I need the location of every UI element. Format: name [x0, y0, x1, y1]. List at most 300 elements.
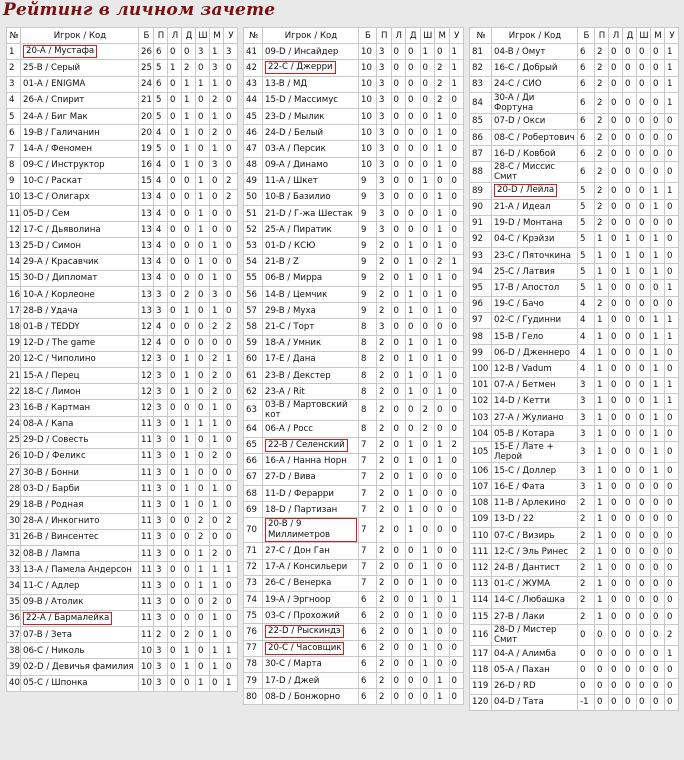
- rank-cell: 67: [244, 469, 263, 485]
- draws-cell: 0: [623, 625, 637, 646]
- misc-cell: 0: [210, 465, 224, 481]
- player-name-cell: 14-A / Феномен: [21, 141, 139, 157]
- player-name-cell: 03-A / Персик: [263, 141, 359, 157]
- points-cell: 12: [139, 384, 154, 400]
- misc-cell: 0: [210, 335, 224, 351]
- table-row: [470, 678, 679, 694]
- wins-cell: 3: [377, 92, 392, 108]
- shtraf-cell: 1: [196, 562, 210, 578]
- rank-cell: 60: [244, 351, 263, 367]
- player-name-cell: 24-B / Дантист: [492, 560, 578, 576]
- table-row: [7, 367, 238, 383]
- draws-cell: 0: [623, 146, 637, 162]
- table-header-row: [7, 28, 238, 44]
- losses-cell: 0: [609, 129, 623, 145]
- table-row: [7, 448, 238, 464]
- losses-cell: 0: [391, 640, 406, 656]
- table-row: [470, 662, 679, 678]
- draws-cell: 1: [406, 502, 421, 518]
- points-cell: 8: [359, 421, 377, 437]
- wins-cell: 3: [377, 222, 392, 238]
- player-name-cell: 18-B / Родная: [21, 497, 139, 513]
- shtraf-cell: 1: [196, 76, 210, 92]
- points-cell: 9: [359, 173, 377, 189]
- player-name-cell: 26-B / Винсентес: [21, 529, 139, 545]
- misc-cell: 1: [435, 141, 450, 157]
- losses-cell: 0: [168, 108, 182, 124]
- wins-cell: 5: [154, 60, 168, 76]
- misc-cell: 0: [435, 518, 450, 543]
- misc-cell: 3: [210, 287, 224, 303]
- misc-cell: 2: [210, 448, 224, 464]
- shtraf-cell: 0: [637, 528, 651, 544]
- shtraf-cell: 1: [196, 254, 210, 270]
- draws-cell: 0: [182, 513, 196, 529]
- losses-cell: 1: [168, 60, 182, 76]
- misc-cell: 0: [651, 646, 665, 662]
- points-cell: 9: [359, 270, 377, 286]
- points-cell: 6: [359, 608, 377, 624]
- draws-cell: 0: [182, 562, 196, 578]
- rank-cell: 110: [470, 528, 492, 544]
- player-name-cell: 10-A / Корлеоне: [21, 287, 139, 303]
- shtraf-cell: 0: [637, 76, 651, 92]
- column-header: Игрок / Код: [492, 28, 578, 44]
- u-cell: 1: [224, 562, 238, 578]
- losses-cell: 0: [609, 694, 623, 710]
- shtraf-cell: 1: [196, 546, 210, 562]
- player-name-cell: 17-A / Консильери: [263, 559, 359, 575]
- points-cell: 12: [139, 319, 154, 335]
- losses-cell: 0: [391, 608, 406, 624]
- table-row: [7, 432, 238, 448]
- u-cell: 0: [224, 254, 238, 270]
- wins-cell: 2: [377, 287, 392, 303]
- misc-cell: 0: [651, 678, 665, 694]
- shtraf-cell: 0: [420, 92, 435, 108]
- player-name-cell: 14-C / Любашка: [492, 592, 578, 608]
- points-cell: 7: [359, 453, 377, 469]
- rank-cell: 98: [470, 329, 492, 345]
- table-row: [7, 76, 238, 92]
- points-cell: 6: [578, 92, 595, 113]
- draws-cell: 0: [406, 206, 421, 222]
- u-cell: 0: [224, 238, 238, 254]
- misc-cell: 1: [651, 183, 665, 199]
- player-name-cell: 21-C / Торт: [263, 319, 359, 335]
- rank-cell: 74: [244, 592, 263, 608]
- points-cell: 0: [578, 646, 595, 662]
- draws-cell: 0: [406, 624, 421, 640]
- shtraf-cell: 0: [420, 437, 435, 453]
- table-row: [470, 280, 679, 296]
- draws-cell: 1: [406, 238, 421, 254]
- losses-cell: 0: [609, 248, 623, 264]
- losses-cell: 0: [168, 76, 182, 92]
- u-cell: 0: [665, 576, 679, 592]
- u-cell: 0: [449, 640, 464, 656]
- wins-cell: 2: [377, 270, 392, 286]
- draws-cell: 0: [623, 44, 637, 60]
- u-cell: 0: [449, 575, 464, 591]
- table-row: [470, 426, 679, 442]
- losses-cell: 0: [609, 646, 623, 662]
- shtraf-cell: 0: [637, 162, 651, 183]
- shtraf-cell: 0: [420, 384, 435, 400]
- table-row: [470, 113, 679, 129]
- misc-cell: 1: [435, 672, 450, 688]
- misc-cell: 0: [210, 529, 224, 545]
- points-cell: 10: [359, 141, 377, 157]
- losses-cell: 0: [391, 367, 406, 383]
- table-row: [470, 393, 679, 409]
- misc-cell: 1: [210, 626, 224, 642]
- table-row: [7, 513, 238, 529]
- points-cell: 2: [578, 576, 595, 592]
- losses-cell: 0: [391, 173, 406, 189]
- draws-cell: 0: [623, 560, 637, 576]
- shtraf-cell: 1: [196, 173, 210, 189]
- u-cell: 0: [449, 92, 464, 108]
- table-row: [244, 254, 464, 270]
- u-cell: 0: [665, 409, 679, 425]
- misc-cell: 2: [435, 76, 450, 92]
- shtraf-cell: 0: [196, 659, 210, 675]
- misc-cell: 0: [435, 543, 450, 559]
- misc-cell: 2: [435, 254, 450, 270]
- losses-cell: 0: [168, 384, 182, 400]
- shtraf-cell: 0: [196, 108, 210, 124]
- draws-cell: 0: [406, 592, 421, 608]
- shtraf-cell: 0: [420, 502, 435, 518]
- points-cell: 0: [578, 662, 595, 678]
- misc-cell: 1: [651, 361, 665, 377]
- wins-cell: 2: [595, 76, 609, 92]
- table-row: [244, 108, 464, 124]
- losses-cell: 0: [168, 675, 182, 691]
- points-cell: 6: [578, 76, 595, 92]
- misc-cell: 0: [651, 511, 665, 527]
- wins-cell: 3: [154, 659, 168, 675]
- table-row: [470, 215, 679, 231]
- draws-cell: 0: [182, 222, 196, 238]
- table-row: [470, 76, 679, 92]
- wins-cell: 3: [377, 189, 392, 205]
- losses-cell: 0: [168, 303, 182, 319]
- misc-cell: 0: [435, 469, 450, 485]
- losses-cell: 0: [609, 280, 623, 296]
- losses-cell: 0: [168, 367, 182, 383]
- table-row: [244, 319, 464, 335]
- rank-cell: 80: [244, 689, 263, 705]
- player-name-cell: 30-C / Марта: [263, 656, 359, 672]
- draws-cell: 0: [623, 345, 637, 361]
- player-cell: [21, 44, 139, 60]
- losses-cell: 0: [609, 183, 623, 199]
- points-cell: 11: [139, 416, 154, 432]
- draws-cell: 1: [406, 384, 421, 400]
- losses-cell: 0: [609, 625, 623, 646]
- draws-cell: 0: [623, 609, 637, 625]
- shtraf-cell: 0: [420, 351, 435, 367]
- shtraf-cell: 2: [420, 400, 435, 421]
- misc-cell: 1: [210, 578, 224, 594]
- losses-cell: 0: [391, 157, 406, 173]
- wins-cell: 2: [377, 575, 392, 591]
- player-cell: [263, 437, 359, 453]
- u-cell: 1: [449, 254, 464, 270]
- table-row: [244, 689, 464, 705]
- rank-cell: 59: [244, 335, 263, 351]
- misc-cell: 3: [210, 60, 224, 76]
- draws-cell: 0: [623, 511, 637, 527]
- table-row: [470, 694, 679, 710]
- wins-cell: 1: [595, 544, 609, 560]
- player-name-cell: 03-C / Прохожий: [263, 608, 359, 624]
- misc-cell: 2: [210, 92, 224, 108]
- shtraf-cell: 0: [196, 448, 210, 464]
- points-cell: 11: [139, 513, 154, 529]
- wins-cell: 2: [377, 624, 392, 640]
- rank-cell: 19: [7, 335, 21, 351]
- table-row: [244, 189, 464, 205]
- misc-cell: 0: [651, 113, 665, 129]
- losses-cell: 0: [391, 384, 406, 400]
- shtraf-cell: 0: [196, 643, 210, 659]
- draws-cell: 0: [623, 329, 637, 345]
- player-name-cell: 13-B / МД: [263, 76, 359, 92]
- player-name-cell: 23-B / Декстер: [263, 367, 359, 383]
- table-row: [470, 60, 679, 76]
- losses-cell: 0: [391, 351, 406, 367]
- rank-cell: 107: [470, 479, 492, 495]
- column-header: М: [210, 28, 224, 44]
- draws-cell: 0: [623, 442, 637, 463]
- misc-cell: 1: [435, 437, 450, 453]
- player-name-cell: 01-A / ENIGMA: [21, 76, 139, 92]
- wins-cell: 2: [595, 296, 609, 312]
- rank-cell: 117: [470, 646, 492, 662]
- points-cell: 8: [359, 384, 377, 400]
- losses-cell: 0: [609, 345, 623, 361]
- u-cell: 0: [665, 146, 679, 162]
- shtraf-cell: 1: [196, 206, 210, 222]
- shtraf-cell: 0: [637, 345, 651, 361]
- rank-cell: 83: [470, 76, 492, 92]
- u-cell: 0: [224, 529, 238, 545]
- player-name-cell: 07-C / Визирь: [492, 528, 578, 544]
- losses-cell: 0: [168, 513, 182, 529]
- losses-cell: 0: [609, 544, 623, 560]
- player-name-cell: 15-D / Массимус: [263, 92, 359, 108]
- table-row: [470, 409, 679, 425]
- points-cell: -1: [578, 694, 595, 710]
- player-name-cell: 14-D / Кетти: [492, 393, 578, 409]
- rank-cell: 18: [7, 319, 21, 335]
- losses-cell: 0: [609, 592, 623, 608]
- u-cell: 0: [224, 578, 238, 594]
- shtraf-cell: 1: [420, 592, 435, 608]
- rank-cell: 85: [470, 113, 492, 129]
- misc-cell: 1: [435, 384, 450, 400]
- shtraf-cell: 2: [420, 421, 435, 437]
- points-cell: 4: [578, 296, 595, 312]
- player-name-cell: 09-A / Динамо: [263, 157, 359, 173]
- shtraf-cell: 0: [420, 518, 435, 543]
- shtraf-cell: 0: [196, 60, 210, 76]
- wins-cell: 3: [154, 303, 168, 319]
- player-name-cell: 25-D / Симон: [21, 238, 139, 254]
- shtraf-cell: 0: [637, 60, 651, 76]
- column-header: Ш: [196, 28, 210, 44]
- rank-cell: 114: [470, 592, 492, 608]
- u-cell: 2: [665, 625, 679, 646]
- shtraf-cell: 0: [637, 662, 651, 678]
- losses-cell: 0: [391, 453, 406, 469]
- player-cell: [21, 610, 139, 626]
- player-name-cell: 12-D / The game: [21, 335, 139, 351]
- losses-cell: 0: [391, 672, 406, 688]
- wins-cell: 2: [377, 421, 392, 437]
- points-cell: 11: [139, 448, 154, 464]
- wins-cell: 3: [154, 546, 168, 562]
- draws-cell: 1: [406, 351, 421, 367]
- rank-cell: 109: [470, 511, 492, 527]
- draws-cell: 0: [406, 672, 421, 688]
- misc-cell: 1: [435, 108, 450, 124]
- points-cell: 10: [359, 44, 377, 60]
- draws-cell: 0: [623, 162, 637, 183]
- player-name-cell: 09-D / Инсайдер: [263, 44, 359, 60]
- draws-cell: 0: [623, 544, 637, 560]
- draws-cell: 1: [182, 367, 196, 383]
- draws-cell: 2: [182, 626, 196, 642]
- misc-cell: 0: [210, 206, 224, 222]
- column-header: Ш: [637, 28, 651, 44]
- u-cell: 0: [665, 215, 679, 231]
- misc-cell: 0: [651, 592, 665, 608]
- wins-cell: 3: [377, 157, 392, 173]
- u-cell: 0: [665, 495, 679, 511]
- losses-cell: 0: [168, 546, 182, 562]
- player-name-cell: 29-B / Муха: [263, 303, 359, 319]
- rank-cell: 27: [7, 465, 21, 481]
- draws-cell: 0: [182, 594, 196, 610]
- draws-cell: 0: [623, 199, 637, 215]
- table-row: [7, 125, 238, 141]
- player-name-cell: 24-C / СИО: [492, 76, 578, 92]
- shtraf-cell: 0: [420, 335, 435, 351]
- rank-cell: 116: [470, 625, 492, 646]
- u-cell: 1: [224, 643, 238, 659]
- table-row: [470, 479, 679, 495]
- losses-cell: 0: [391, 254, 406, 270]
- losses-cell: 0: [391, 189, 406, 205]
- shtraf-cell: 2: [196, 513, 210, 529]
- losses-cell: 0: [391, 575, 406, 591]
- losses-cell: 0: [391, 108, 406, 124]
- table-row: [470, 162, 679, 183]
- draws-cell: 1: [182, 108, 196, 124]
- table-row: [244, 672, 464, 688]
- points-cell: 13: [139, 270, 154, 286]
- column-header: Игрок / Код: [21, 28, 139, 44]
- player-name-cell: 09-C / Инструктор: [21, 157, 139, 173]
- table-row: [244, 469, 464, 485]
- u-cell: 0: [224, 222, 238, 238]
- points-cell: 10: [359, 92, 377, 108]
- wins-cell: 3: [154, 351, 168, 367]
- rank-cell: 31: [7, 529, 21, 545]
- rank-cell: 77: [244, 640, 263, 656]
- table-row: [244, 518, 464, 543]
- wins-cell: 1: [595, 280, 609, 296]
- player-name-cell: 25-B / Серый: [21, 60, 139, 76]
- rank-cell: 21: [7, 367, 21, 383]
- shtraf-cell: 1: [420, 575, 435, 591]
- losses-cell: 0: [609, 662, 623, 678]
- table-row: [244, 76, 464, 92]
- rank-cell: 52: [244, 222, 263, 238]
- points-cell: 9: [359, 206, 377, 222]
- losses-cell: 0: [391, 222, 406, 238]
- points-cell: 16: [139, 157, 154, 173]
- points-cell: 12: [139, 335, 154, 351]
- shtraf-cell: 0: [420, 672, 435, 688]
- wins-cell: 1: [595, 329, 609, 345]
- draws-cell: 1: [182, 76, 196, 92]
- u-cell: 0: [665, 511, 679, 527]
- losses-cell: 0: [168, 432, 182, 448]
- column-header: П: [154, 28, 168, 44]
- shtraf-cell: 0: [196, 335, 210, 351]
- points-cell: 9: [359, 254, 377, 270]
- table-header-row: [244, 28, 464, 44]
- draws-cell: 0: [623, 426, 637, 442]
- wins-cell: 3: [154, 448, 168, 464]
- points-cell: 9: [359, 238, 377, 254]
- player-name-cell: 16-B / Картман: [21, 400, 139, 416]
- table-row: [244, 640, 464, 656]
- wins-cell: 3: [154, 400, 168, 416]
- wins-cell: 2: [377, 400, 392, 421]
- player-name-cell: 13-A / Памела Андерсон: [21, 562, 139, 578]
- points-cell: 15: [139, 173, 154, 189]
- points-cell: 11: [139, 626, 154, 642]
- losses-cell: 0: [391, 592, 406, 608]
- draws-cell: 1: [182, 659, 196, 675]
- u-cell: 0: [224, 659, 238, 675]
- losses-cell: 0: [168, 465, 182, 481]
- table-row: [470, 183, 679, 199]
- shtraf-cell: 1: [196, 675, 210, 691]
- wins-cell: 2: [595, 183, 609, 199]
- wins-cell: 2: [377, 486, 392, 502]
- rank-cell: 17: [7, 303, 21, 319]
- rank-cell: 64: [244, 421, 263, 437]
- rank-cell: 106: [470, 463, 492, 479]
- misc-cell: 1: [435, 367, 450, 383]
- misc-cell: 2: [210, 384, 224, 400]
- draws-cell: 0: [182, 578, 196, 594]
- wins-cell: 2: [377, 351, 392, 367]
- points-cell: 11: [139, 432, 154, 448]
- rank-cell: 33: [7, 562, 21, 578]
- misc-cell: 0: [651, 296, 665, 312]
- table-row: [244, 270, 464, 286]
- table-row: [7, 141, 238, 157]
- rank-cell: 1: [7, 44, 21, 60]
